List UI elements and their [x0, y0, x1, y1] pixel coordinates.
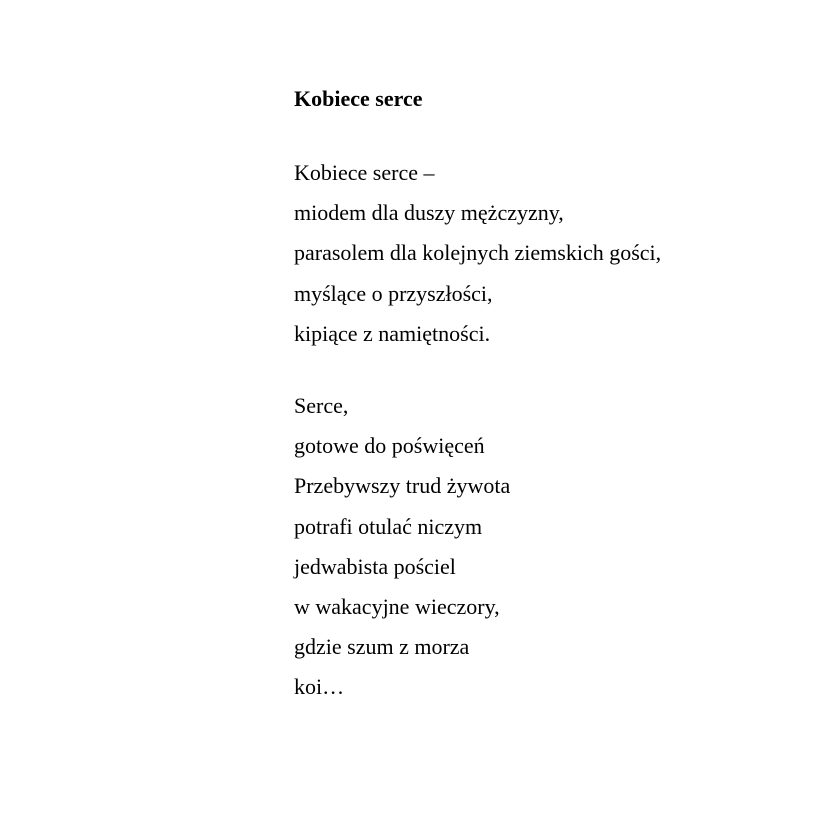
poem-line: myślące o przyszłości, [294, 280, 493, 306]
poem-line: miodem dla duszy mężczyzny, [294, 200, 564, 226]
poem-line: Przebywszy trud żywota [294, 473, 511, 499]
poem-title: Kobiece serce [294, 86, 423, 111]
poem-line: gotowe do poświęceń [294, 433, 485, 459]
poem-line: parasolem dla kolejnych ziemskich gości, [294, 240, 662, 266]
poem-line: jedwabista pościel [294, 553, 456, 579]
stanza-1 [294, 153, 814, 354]
poem-line: gdzie szum z morza [294, 634, 470, 660]
poem-line: koi… [294, 674, 345, 700]
stanza-2 [294, 386, 814, 708]
poem [294, 82, 814, 707]
poem-line: potrafi otulać niczym [294, 513, 483, 539]
poem-line: Serce, [294, 392, 349, 418]
poem-line: kipiące z namiętności. [294, 320, 491, 346]
poem-line: w wakacyjne wieczory, [294, 593, 500, 619]
poem-line: Kobiece serce – [294, 160, 435, 185]
